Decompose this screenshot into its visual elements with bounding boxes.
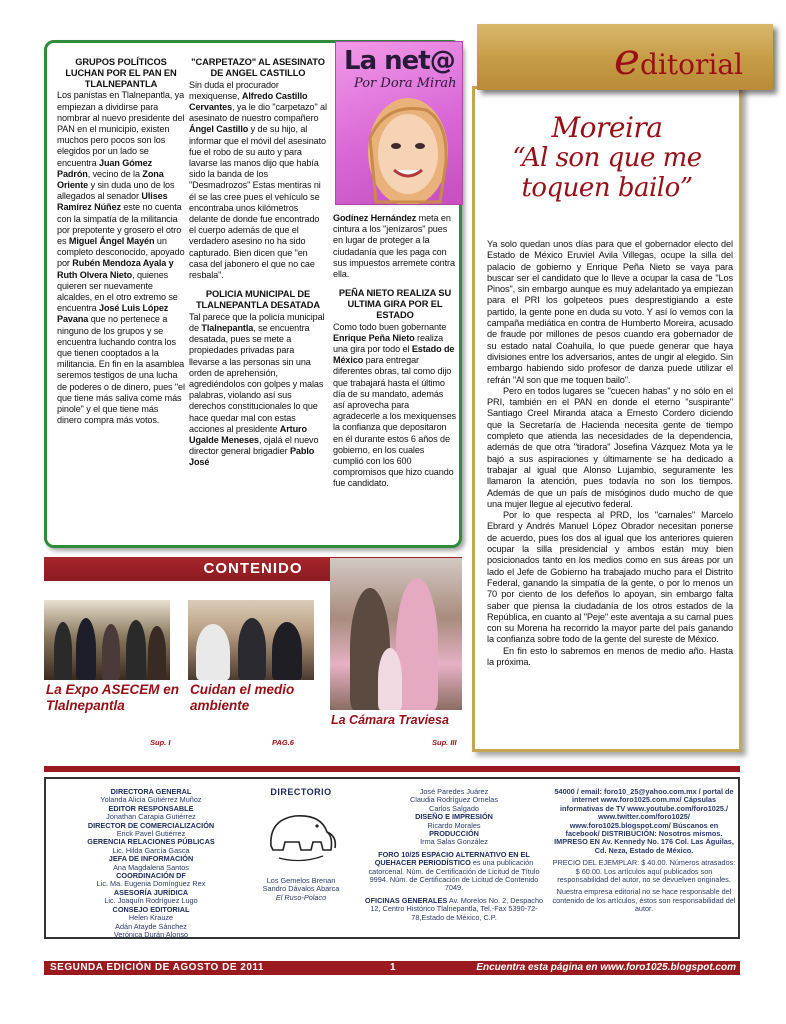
contact-links[interactable]: 54000 / email: foro10_25@yahoo.com.mx / portal de internet www.foro1025.com.mx/ Cápsulas informativas de TV www.youtube.com/foro1025./ www.twitter.com/foro1025/ www.foro1025.blogspot.com/ Búscanos en facebook/ DISTRIBUCIÓN: Nosotros mismos. IMPRESO EN Av. Kennedy No. 176 Col. Las Águilas, Cd. Neza, Estado de México. — [554, 787, 734, 855]
column-box — [44, 40, 462, 548]
staff-2: DIRECTOR DE COMERCIALIZACIÓN Erick Pavel Gutiérrez — [87, 820, 215, 839]
directory-title: DIRECTORIO — [270, 787, 332, 797]
photo-camara-traviesa[interactable] — [330, 558, 462, 710]
column-3-text-2: Como todo buen gobernante Enrique Peña Nieto realiza una gira por todo el Estado de México para entregar diferentes obras, tal como dijo que trabajará hasta el último día de su mandato, además así aprovecha para agradecerle a los mexiquenses la confianza que depositaron en él durante estos 6 años de gobierno, en los cuales cumplió con los 600 compromisos que hizo cuando fue candidato. — [333, 321, 456, 489]
editorial-box — [472, 86, 742, 752]
page-ref-3: Sup. III — [432, 738, 457, 747]
staff-0: DIRECTORA GENERAL Yolanda Alicia Gutiérrez Muñoz — [100, 787, 202, 805]
caption-expo-asecem[interactable]: La Expo ASECEM en Tlalnepantla — [46, 682, 180, 713]
directory-production: José Paredes Juárez Claudia Rodríguez Ornelas Carlos Salgado DISEÑO E IMPRESIÓN Ricardo Morales PRODUCCIÓN Irma Salas González FORO 10/25 ESPACIO ALTERNATIVO EN EL QUEHACER PERIODÍSTICO es una publicación catorcenal. Núm. de Certificación de Licitud de Título 9994. Núm. de Certificación de Licitud de Contenido 7049. OFICINAS GENERALES Av. Morelos No. 2, Despacho 12, Centro Histórico Tlalnepantla, Tel.-Fax 5390-72-78,Estado de México, C.P. — [364, 787, 544, 922]
column-2-text-2: Tal parece que la policía municipal de Tlalnepantla, se encuentra desatada, pues se mete a propiedades privadas para llevarse a las personas sin una orden de aprehensión, agrediéndolos con golpes y malas palabras, violando así sus derechos constitucionales lo que hace quedar mal con estas acciones al presidente Arturo Ugalde Meneses, ojalá el nuevo director general brigadier Pablo José — [189, 311, 325, 468]
directory-contact: 54000 / email: foro10_25@yahoo.com.mx / portal de internet www.foro1025.com.mx/ Cápsulas informativas de TV www.youtube.com/foro1025./ www.twitter.com/foro1025/ www.foro1025.blogspot.com/ Búscanos en facebook/ DISTRIBUCIÓN: Nosotros mismos. IMPRESO EN Av. Kennedy No. 176 Col. Las Águilas, Cd. Neza, Estado de México. PRECIO DEL EJEMPLAR: $ 40.00. Números atrasados: $ 60.00. Los artículos aquí publicados son responsabilidad del autor, no se devuelven originales. Nuestra empresa editorial no se hace responsable del contenido de los artículos, éstos son responsabilidad del autor. — [552, 787, 736, 914]
staff-3: GERENCIA RELACIONES PÚBLICAS Lic. Hilda García Gasca — [87, 837, 215, 855]
editorial-banner — [477, 24, 773, 90]
directory-staff: DIRECTORA GENERAL Yolanda Alicia Gutiérrez Muñoz EDITOR RESPONSABLE Jonathan Carapia Gutiérrez DIRECTOR DE COMERCIALIZACIÓN Erick Pavel Gutiérrez GERENCIA RELACIONES PÚBLICAS Lic. Hilda García Gasca JEFA DE INFORMACIÓN Ana Magdalena Santos COORDINACIÓN DF Lic. Ma. Eugenia Domínguez Rex ASESORÍA JURÍDICA Lic. Joaquín Rodríguez Lugo CONSEJO EDITORIAL Helen Krauze Adán Atayde Sánchez Verónica Durán Alonso — [58, 788, 244, 939]
badge-title: La net@ — [344, 46, 455, 76]
page-footer — [44, 961, 740, 975]
column-3-heading: PEÑA NIETO REALIZA SU ULTIMA GIRA POR EL ESTADO — [338, 288, 452, 320]
footer-edition: SEGUNDA EDICIÓN DE AGOSTO DE 2011 — [50, 962, 264, 973]
column-2-heading: "CARPETAZO" AL ASESINATO DE ANGEL CASTILLO — [191, 57, 325, 78]
caption-medio-ambiente[interactable]: Cuidan el medio ambiente — [190, 682, 295, 713]
column-2 — [189, 57, 327, 469]
elephant-logo-icon — [261, 806, 341, 868]
directory-box — [44, 777, 740, 939]
staff-7: CONSEJO EDITORIAL Helen Krauze — [112, 904, 190, 923]
staff-6: ASESORÍA JURÍDICA Lic. Joaquín Rodríguez Lugo — [104, 887, 198, 906]
directory-logo-column: DIRECTORIO Los Gemelos Brenan Sandro Dávalos Abarca El Ruso-Polaco — [246, 788, 356, 902]
columnist-badge — [335, 41, 463, 205]
column-1-text: Los panistas en Tlalnepantla, ya empiezan a dividirse para nombrar al nuevo presidente del PAN en el municipio, existen muchos pero pocos son los elegidos por un lado se encuentra Juan Gómez Padrón, vecino de la Zona Oriente y sin duda uno de los allegados al senador Ulises Ramírez Núñez este no cuenta con la simpatía de la militancia por prepotente y grosero el otro es Miguel Ángel Mayén un completo desconocido, apoyado por Rubén Mendoza Ayala y Ruth Olvera Nieto, quienes quieren ser nuevamente alcaldes, en el otro extremo se encuentra José Luis López Pavana que no pertenece a ninguno de los grupos y se encuentra luchando contra los que tienen cooptados a la militancia. En fin en la asamblea seremos testigos de una lucha de poderes o de dinero, pues "el que tiene más saliva come más pinole" y el que tiene más dinero compra más votos. — [57, 90, 185, 426]
editorial-text: Ya solo quedan unos días para que el gobernador electo del Estado de México Eruviel Avila Villegas, ocupe la silla del palacio de gobierno y Enrique Peña Nieto se vaya para buscar ser el candidato que lo lleve a ocupar la casa de "Los Pinos", sin embargo aunque es muy adelantado ya empiezan para el PRI los golpeteos pues desprestigiando a este partido, la gente pone en duda su voto. Y así lo vemos con la campaña mediática en contra de Humberto Moreira, acusado de fraude por millones de pesos cuando era gobernador de su estado natal Coahuila, lo que puede generar que haya divisiones entre los adversarios, antes de ungir al elegido. Sin embargo habiendo sido profesor de danza puede utilizar el refrán "Al son que me toquen bailo". Pero en todos lugares se "cuecen habas" y no sólo en el PRI, también en el PAN en donde el eterno "suspirante" Santiago Creel Miranda ataca a Ernesto Cordero diciendo que la Secretaría de Hacienda necesita gente de tiempo completo que atienda las necesidades de la dependencia, además de que otra "tiradora" Josefina Vázquez Mota ya le bajó a sus aspiraciones y últimamente se ha dedicado a trabajar al igual que Alonso Lujambio, seguramente les llamaron la atención, pues todavía no son los tiempos. Además de que un país de misóginos dudo mucho de que una mujer llegue al ejecutivo federal. Por lo que respecta al PRD, los "carnales" Marcelo Ebrard y Andrés Manuel López Obrador necesitan ponerse de acuerdo, pues los dos al igual que los anteriores quieren ocupar la silla presidencial y ambos están muy bien posicionados tanto en los medios como en sus áreas por un lado el Jefe de Gobierno ha trabajado mucho para el Distrito Federal, ganando la simpatía de la gente, o por lo menos un 70 por ciento de los defeños lo apoyan, sin embargo falta saber que piensa la ciudadanía de los otros estados de la República, en cuanto al "Peje" este aventaja a su carnal pues con su Morena ha recorrido la mayor parte del país ganando la confianza sobre todo de la gente del sureste de México. En fin esto lo sabremos en menos de medio año. Hasta la próxima. — [487, 239, 733, 667]
editorial-banner-text: editorial — [613, 34, 743, 85]
column-2-heading-2: POLICIA MUNICIPAL DE TLALNEPANTLA DESATADA — [195, 289, 321, 311]
staff-4: JEFA DE INFORMACIÓN Ana Magdalena Santos — [108, 854, 194, 872]
column-2-text: Sin duda el procurador mexiquense, Alfredo Castillo Cervantes, ya le dio "carpetazo" al asesinato de nuestro compañero Ángel Castillo y de su hijo, al informar que el móvil del asesinato fue el robo de su auto y para lavarse las manos dijo que había sido la banda de los "Desmadrozos" Estas mentiras ni él se las cree pues el vehículo se encontraba unos kilómetros delante de donde fue encontrado el cuerpo además de que el verdadero asesino no ha sido capturado. Bien dicen que "en casa del jabonero el que no cae resbala". — [189, 79, 327, 281]
photo-medio-ambiente[interactable] — [188, 600, 314, 680]
photo-expo-asecem[interactable] — [44, 600, 170, 680]
editorial-title: Moreira “Al son que me toquen bailo” — [512, 111, 702, 203]
column-3 — [333, 213, 457, 490]
column-1 — [57, 57, 185, 426]
staff-1: EDITOR RESPONSABLE Jonathan Carapia Gutiérrez — [106, 803, 196, 822]
column-3-text: Godínez Hernández meta en cintura a los "jenízaros" pues en lugar de proteger a la ciudadanía que les paga con sus impuestos arremete contra ella. — [333, 213, 455, 280]
page-ref-1: Sup. I — [150, 738, 171, 747]
footer-blog-link[interactable]: Encuentra esta página en www.foro1025.blogspot.com — [476, 962, 736, 973]
footer-page-number: 1 — [390, 962, 396, 973]
caption-camara-traviesa[interactable]: La Cámara Traviesa — [331, 713, 449, 727]
divider-rule — [44, 766, 740, 772]
contenido-header: CONTENIDO — [44, 557, 462, 581]
staff-5: COORDINACIÓN DF Lic. Ma. Eugenia Domínguez Rex — [96, 871, 206, 889]
column-1-heading: GRUPOS POLÍTICOS LUCHAN POR EL PAN EN TLALNEPANTLA — [65, 57, 177, 89]
page-ref-2: PAG.6 — [272, 738, 294, 747]
badge-subtitle: Por Dora Mirah — [354, 76, 457, 91]
